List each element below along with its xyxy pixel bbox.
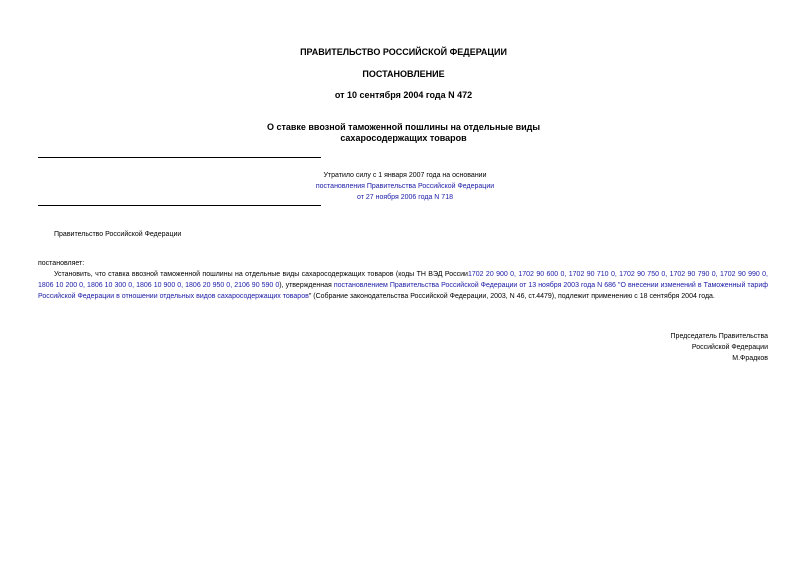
paragraph-text-part2: ), утвержденная <box>279 282 334 289</box>
document-title-line1: О ставке ввозной таможенной пошлины на отдельные виды <box>266 122 541 132</box>
main-paragraph <box>38 269 768 302</box>
bottom-divider <box>38 205 321 206</box>
document-type: ПОСТАНОВЛЕНИЕ <box>362 69 445 79</box>
government-heading: ПРАВИТЕЛЬСТВО РОССИЙСКОЙ ФЕДЕРАЦИИ <box>300 47 507 57</box>
status-note-text: Утратило силу с 1 января 2007 года на основании <box>323 172 487 179</box>
product-codes-link[interactable]: 1702 20 900 0, 1702 90 600 0, 1702 90 710 0, 1702 90 750 0, 1702 90 790 0, 1702 90 990 0, 1806 10 200 0, 1806 10 300 0, 1806 10 900 0, 1806 20 950 0, 2106 90 590 0 <box>38 271 769 289</box>
intro-text: Правительство Российской Федерации <box>54 231 182 238</box>
document-date-number: от 10 сентября 2004 года N 472 <box>334 90 473 100</box>
signature-block <box>671 331 768 364</box>
top-divider <box>38 157 321 158</box>
decrees-text: постановляет: <box>38 260 85 267</box>
paragraph-text-part1: Установить, что ставка ввозной таможенной пошлины на отдельные виды сахаросодержащих товаров (коды ТН ВЭД России <box>54 271 468 278</box>
signature-organization: Российской Федерации <box>691 344 768 351</box>
amending-decree-link[interactable]: постановлением Правительства Российской Федерации от 13 ноября 2003 года N 686 "О внесении изменений в Таможенный тариф Российской Федерации в отношении отдельных видов сахаросодержащих товаров <box>38 282 768 300</box>
repeal-decree-date-link[interactable]: от 27 ноября 2006 года N 718 <box>357 194 453 201</box>
signature-name: М.Фрадков <box>732 355 768 362</box>
repeal-decree-link[interactable]: постановления Правительства Российской Федерации <box>315 183 495 190</box>
signature-position: Председатель Правительства <box>670 333 768 340</box>
document-title-line2: сахаросодержащих товаров <box>340 133 467 143</box>
status-note <box>290 170 520 203</box>
paragraph-text-part3: " (Собрание законодательства Российской Федерации, 2003, N 46, ст.4479), подлежит применению с 18 сентября 2004 года. <box>308 293 715 300</box>
